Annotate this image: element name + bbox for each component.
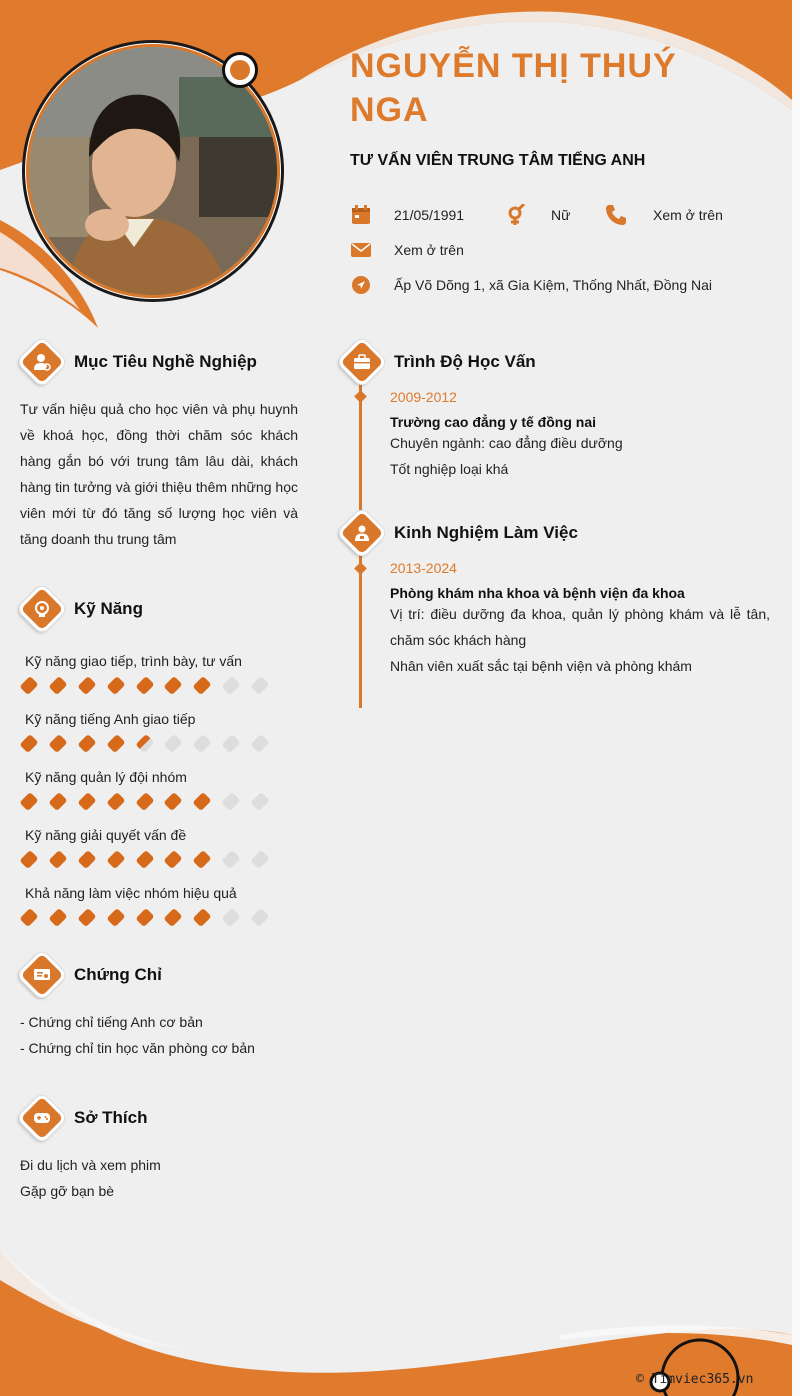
objective-text: Tư vấn hiệu quả cho học viên và phụ huynh về khoá học, đồng thời chăm sóc khách hàng gắn bó với trung tâm lâu dài, khách hàng tin tưởng và giới thiệu thêm những học viên mới từ đó tăng số lượng học viên và tăng doanh thu trung tâm: [20, 401, 298, 547]
skill-rating-dot: [77, 676, 96, 695]
hobbies-title: Sở Thích: [74, 1108, 148, 1127]
education-major: Chuyên ngành: cao đẳng điều dưỡng: [390, 435, 623, 451]
skill-rating: [20, 852, 280, 867]
skill-rating-dot: [19, 908, 38, 927]
skill-rating-dot: [251, 792, 270, 811]
footer-copyright: © Timviec365.vn: [636, 1372, 754, 1387]
phone-icon: [605, 204, 627, 226]
skill-rating-dot: [48, 734, 67, 753]
gender-row: [505, 204, 570, 226]
skill-rating-dot: [19, 734, 38, 753]
education-entry: [390, 389, 770, 482]
briefcase-icon: [337, 337, 388, 388]
birthday-row: [350, 204, 464, 226]
certificate-icon: [17, 950, 68, 1001]
skill-rating-dot: [193, 676, 212, 695]
address-value: Ấp Võ Dõng 1, xã Gia Kiệm, Thống Nhất, Đồng Nai: [394, 277, 713, 293]
skill-rating: [20, 910, 280, 925]
page-edge: [792, 0, 800, 1396]
job-title: TƯ VẤN VIÊN TRUNG TÂM TIẾNG ANH: [350, 152, 646, 169]
skill-row: [20, 883, 280, 925]
email-icon: [350, 239, 372, 261]
email-row: [350, 239, 464, 261]
skill-rating-dot: [77, 734, 96, 753]
skill-label: Kỹ năng giải quyết vấn đề: [25, 827, 187, 843]
skill-rating-dot: [193, 792, 212, 811]
experience-header: [340, 515, 578, 551]
location-arrow-icon: [350, 274, 372, 296]
skills-title: Kỹ Năng: [74, 599, 143, 618]
skill-label: Kỹ năng quản lý đội nhóm: [25, 769, 187, 785]
skill-rating-dot: [135, 676, 154, 695]
skill-rating: [20, 736, 280, 751]
birthday-value: 21/05/1991: [394, 207, 465, 223]
certificates-list: [20, 1009, 255, 1061]
skill-row: [20, 709, 280, 751]
certificate-item: - Chứng chỉ tin học văn phòng cơ bản: [20, 1040, 255, 1056]
skill-rating-dot: [164, 676, 183, 695]
skill-rating-dot: [106, 908, 125, 927]
experience-company: Phòng khám nha khoa và bệnh viện đa khoa: [390, 585, 685, 601]
skill-rating: [20, 678, 280, 693]
hobbies-header: [20, 1100, 147, 1136]
objective-title: Mục Tiêu Nghề Nghiệp: [74, 352, 257, 371]
skill-rating-dot: [135, 850, 154, 869]
user-work-icon: [337, 508, 388, 559]
education-years: 2009-2012: [390, 389, 457, 405]
user-target-icon: [17, 337, 68, 388]
skill-row: [20, 767, 280, 809]
certificates-header: [20, 957, 162, 993]
skill-label: Kỹ năng giao tiếp, trình bày, tư vấn: [25, 653, 242, 669]
skill-rating-dot: [193, 850, 212, 869]
skill-rating-dot: [164, 908, 183, 927]
skill-rating: [20, 794, 280, 809]
skill-rating-dot: [48, 850, 67, 869]
skill-rating-dot: [135, 734, 154, 753]
skills-header: [20, 591, 143, 627]
education-header: [340, 344, 536, 380]
profile-photo-frame: [22, 40, 284, 302]
skill-rating-dot: [164, 734, 183, 753]
hobby-item: Đi du lịch và xem phim: [20, 1157, 161, 1173]
skill-row: [20, 825, 280, 867]
experience-achievement: Nhân viên xuất sắc tại bệnh viện và phòng khám: [390, 658, 692, 674]
skill-label: Khả năng làm việc nhóm hiệu quả: [25, 885, 237, 901]
education-school: Trường cao đẳng y tế đồng nai: [390, 414, 596, 430]
skill-rating-dot: [135, 792, 154, 811]
phone-row: [605, 204, 723, 226]
skill-rating-dot: [106, 850, 125, 869]
experience-years: 2013-2024: [390, 560, 457, 576]
phone-value: Xem ở trên: [653, 207, 723, 223]
candidate-name: NGUYỄN THỊ THUÝ NGA: [350, 47, 677, 129]
education-title: Trình Độ Học Vấn: [394, 352, 536, 371]
photo-accent-dot: [222, 52, 258, 88]
skill-rating-dot: [19, 850, 38, 869]
skill-rating-dot: [251, 676, 270, 695]
objective-header: [20, 344, 257, 380]
skill-rating-dot: [77, 792, 96, 811]
skill-rating-dot: [164, 792, 183, 811]
skill-rating-dot: [222, 850, 241, 869]
skill-rating-dot: [193, 734, 212, 753]
experience-title: Kinh Nghiệm Làm Việc: [394, 523, 578, 542]
skill-rating-dot: [19, 676, 38, 695]
skill-rating-dot: [251, 734, 270, 753]
skill-rating-dot: [222, 676, 241, 695]
skill-rating-dot: [222, 908, 241, 927]
skill-rating-dot: [164, 850, 183, 869]
skill-label: Kỹ năng tiếng Anh giao tiếp: [25, 711, 196, 727]
skill-rating-dot: [222, 734, 241, 753]
skill-bulb-icon: [17, 584, 68, 635]
skill-rating-dot: [251, 850, 270, 869]
skill-rating-dot: [106, 676, 125, 695]
experience-entry: [390, 560, 770, 679]
skill-rating-dot: [106, 734, 125, 753]
skill-rating-dot: [193, 908, 212, 927]
address-row: [350, 274, 712, 296]
skill-rating-dot: [19, 792, 38, 811]
gamepad-icon: [17, 1093, 68, 1144]
skill-rating-dot: [106, 792, 125, 811]
email-value: Xem ở trên: [394, 242, 464, 258]
skill-rating-dot: [135, 908, 154, 927]
gender-icon: [505, 204, 527, 226]
gender-value: Nữ: [551, 207, 571, 223]
skill-rating-dot: [48, 676, 67, 695]
skill-rating-dot: [222, 792, 241, 811]
calendar-icon: [350, 204, 372, 226]
certificates-title: Chứng Chỉ: [74, 965, 162, 984]
skill-rating-dot: [77, 850, 96, 869]
hobbies-list: [20, 1152, 161, 1204]
skill-rating-dot: [48, 792, 67, 811]
experience-position: Vị trí: điều dưỡng đa khoa, quản lý phòng khám và lễ tân, chăm sóc khách hàng: [390, 606, 770, 648]
hobby-item: Gặp gỡ bạn bè: [20, 1183, 115, 1199]
skill-rating-dot: [251, 908, 270, 927]
skill-rating-dot: [77, 908, 96, 927]
skill-row: [20, 651, 280, 693]
certificate-item: - Chứng chỉ tiếng Anh cơ bản: [20, 1014, 203, 1030]
education-grade: Tốt nghiệp loại khá: [390, 461, 509, 477]
skill-rating-dot: [48, 908, 67, 927]
